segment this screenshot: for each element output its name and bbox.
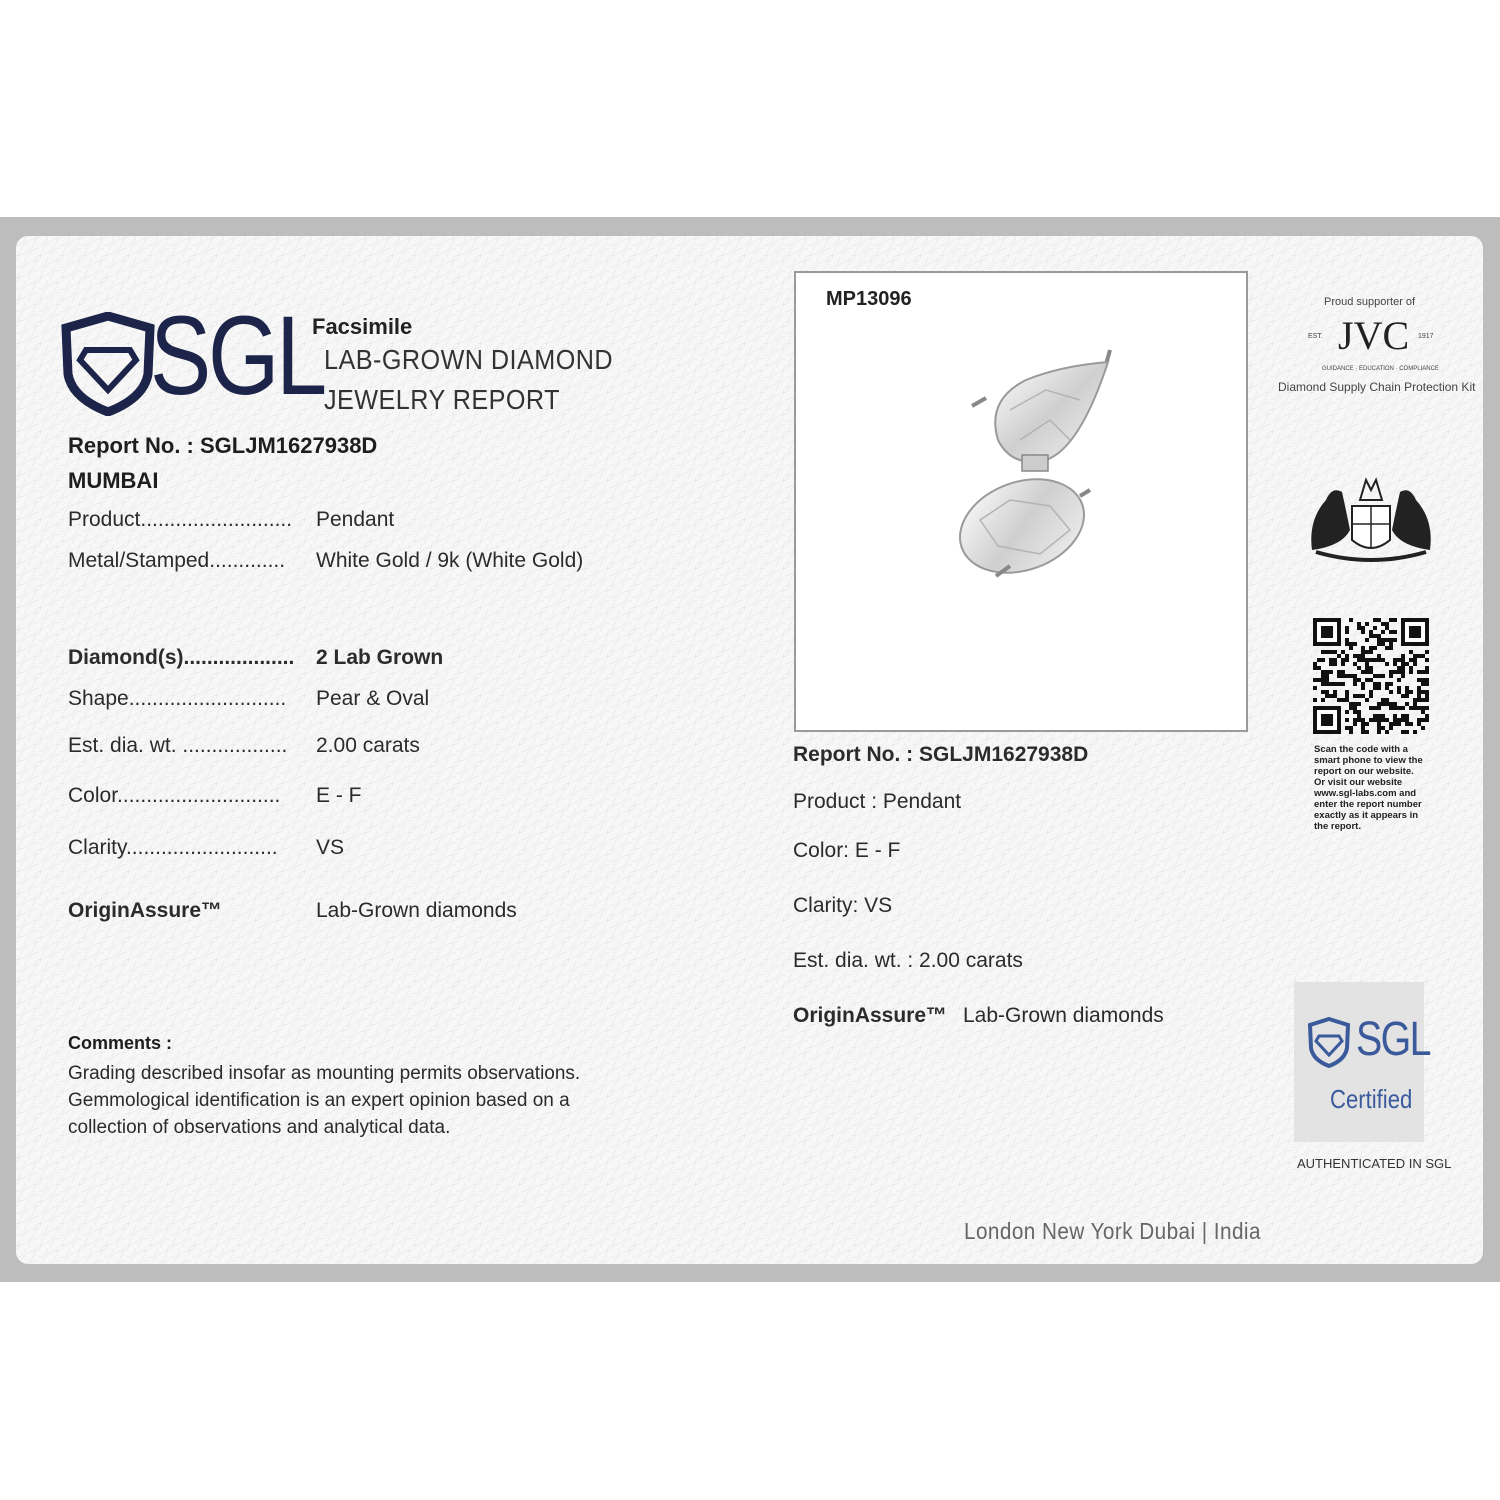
right-color: Color: E - F — [793, 839, 901, 862]
field-row-product — [68, 508, 394, 532]
field-row-origin — [68, 899, 517, 923]
field-row-shape — [68, 687, 429, 711]
field-value: White Gold / 9k (White Gold) — [316, 549, 584, 572]
field-value: VS — [316, 836, 345, 859]
field-row-clarity — [68, 836, 344, 860]
field-key: OriginAssure™ — [68, 899, 223, 922]
qr-code-icon[interactable] — [1313, 618, 1429, 734]
field-key: Color............................ — [68, 784, 281, 807]
report-title-line2: JEWELRY REPORT — [324, 384, 560, 415]
right-weight: Est. dia. wt. : 2.00 carats — [793, 949, 1023, 972]
field-value: E - F — [316, 784, 362, 807]
jvc-tagline: GUIDANCE · EDUCATION · COMPLIANCE — [1322, 366, 1439, 372]
photo-code: MP13096 — [826, 288, 912, 310]
field-key: Product.......................... — [68, 508, 293, 531]
right-report-number: Report No. : SGLJM1627938D — [793, 743, 1089, 766]
authenticated-text: AUTHENTICATED IN SGL — [1297, 1156, 1452, 1171]
field-key: Metal/Stamped............. — [68, 549, 286, 572]
comment-line: Gemmological identification is an expert opinion based on a — [68, 1090, 570, 1111]
field-row-diamonds — [68, 646, 443, 670]
jvc-supporter-text: Proud supporter of — [1324, 296, 1416, 308]
comment-line: collection of observations and analytical data. — [68, 1117, 451, 1138]
certified-brand: SGL — [1356, 1013, 1430, 1066]
jvc-year: 1917 — [1418, 333, 1434, 340]
field-value: 2.00 carats — [316, 734, 420, 757]
report-city: MUMBAI — [68, 468, 159, 493]
comments-label: Comments : — [68, 1033, 173, 1053]
right-clarity: Clarity: VS — [793, 894, 893, 917]
pendant-image — [950, 340, 1130, 600]
right-origin-label: OriginAssure™ — [793, 1004, 948, 1027]
jvc-est: EST. — [1308, 333, 1323, 340]
field-value: 2 Lab Grown — [316, 646, 444, 669]
office-locations: London New York Dubai | India — [964, 1218, 1261, 1244]
qr-instructions: Scan the code with a smart phone to view the report on our website. Or visit our website www.sgl-labs.com and enter the report number exactly as it appears in the report. — [1314, 744, 1423, 832]
field-key: Clarity.......................... — [68, 836, 278, 859]
jvc-kit-text: Diamond Supply Chain Protection Kit — [1278, 380, 1476, 394]
field-row-metal — [68, 549, 583, 573]
sgl-shield-icon — [60, 312, 156, 416]
field-value: Lab-Grown diamonds — [316, 899, 517, 922]
coat-of-arms-icon — [1302, 470, 1440, 566]
jvc-logo: JVC — [1338, 313, 1410, 358]
sgl-logo-text: SGL — [150, 293, 324, 418]
certified-shield-icon — [1306, 1016, 1352, 1068]
field-value: Pendant — [316, 508, 395, 531]
field-key: Diamond(s)................... — [68, 646, 295, 669]
facsimile-label: Facsimile — [312, 314, 413, 339]
certified-label: Certified — [1330, 1084, 1413, 1114]
field-value: Pear & Oval — [316, 687, 430, 710]
right-product: Product : Pendant — [793, 790, 962, 813]
comments-text — [68, 1060, 608, 1141]
field-row-weight — [68, 734, 420, 758]
report-number: Report No. : SGLJM1627938D — [68, 433, 378, 458]
field-row-color — [68, 784, 362, 808]
right-origin-value: Lab-Grown diamonds — [963, 1004, 1164, 1027]
report-title-line1: LAB-GROWN DIAMOND — [324, 344, 614, 375]
comment-line: Grading described insofar as mounting permits observations. — [68, 1063, 581, 1084]
field-key: Shape........................... — [68, 687, 287, 710]
field-key: Est. dia. wt. .................. — [68, 734, 288, 757]
